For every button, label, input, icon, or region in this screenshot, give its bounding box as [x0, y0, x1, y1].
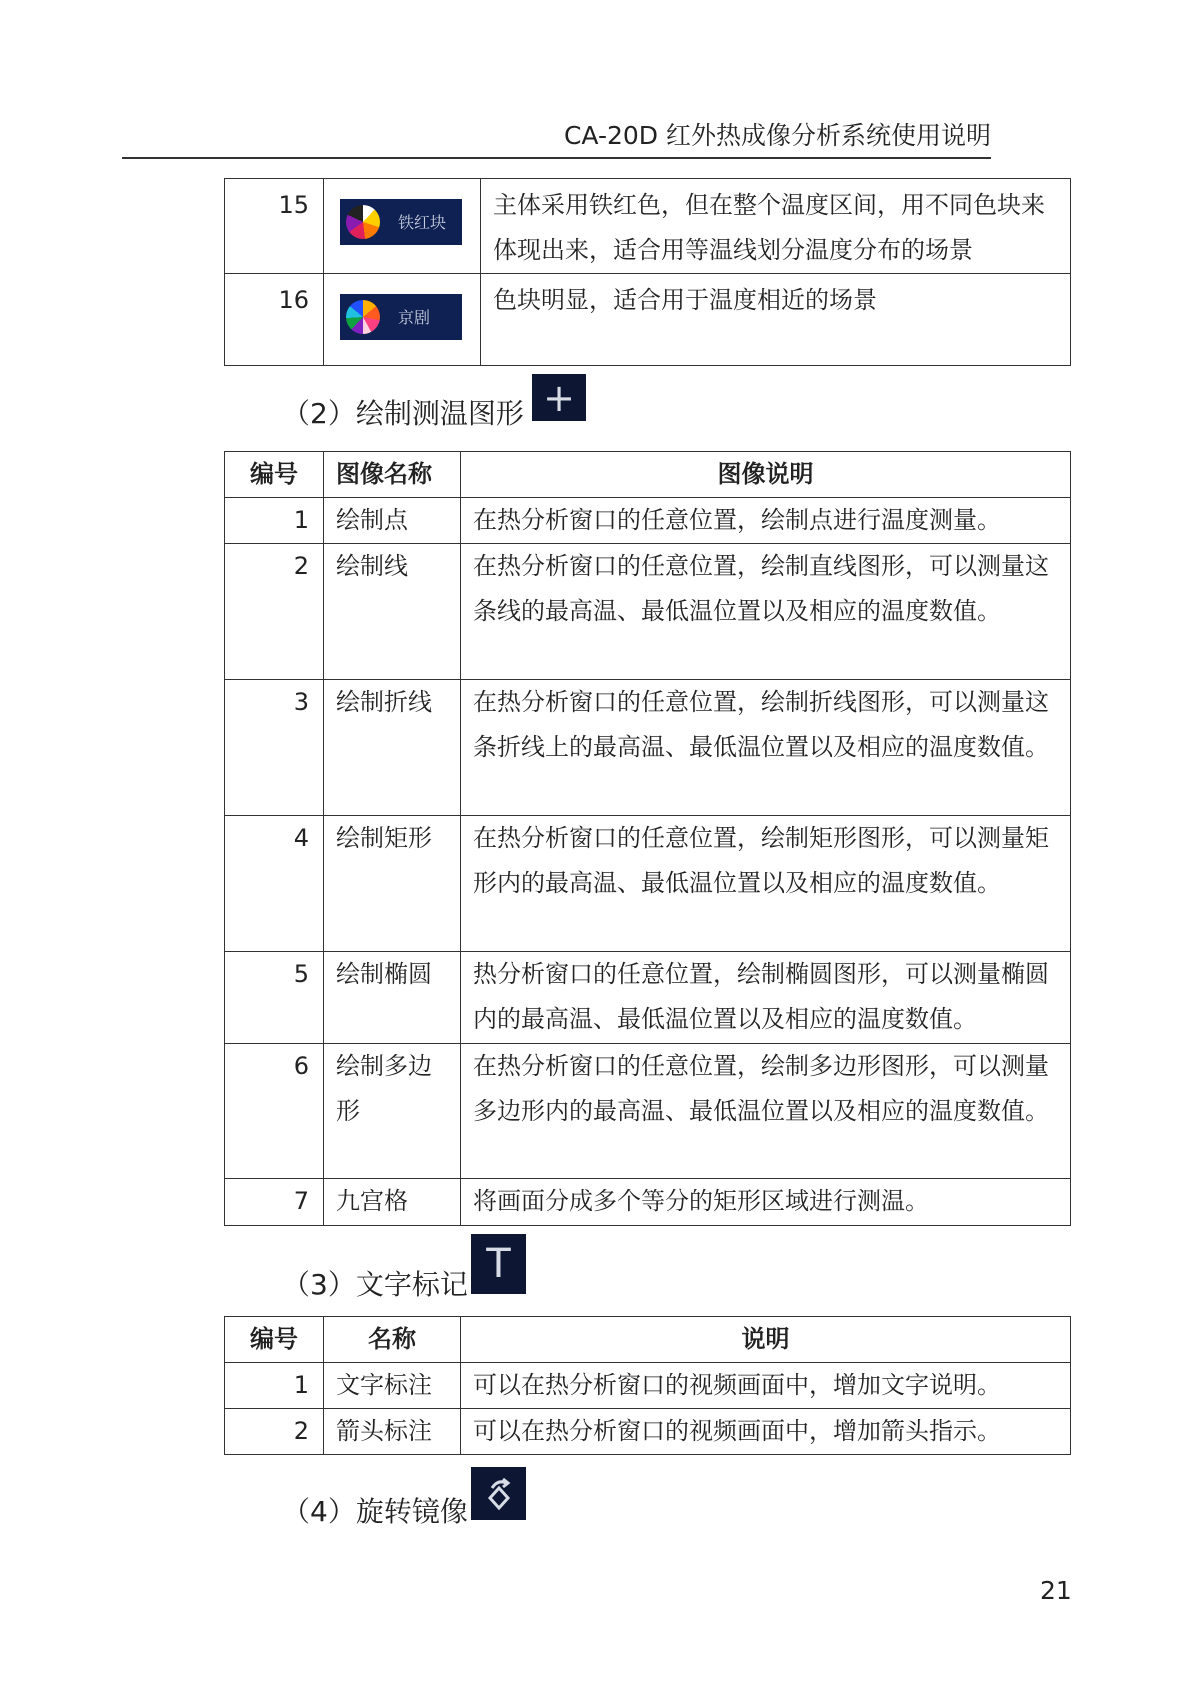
- rotate-mirror-icon[interactable]: [471, 1467, 526, 1520]
- table-header-row: [225, 452, 1071, 498]
- column-header: 编号: [225, 1317, 324, 1363]
- table-row: [225, 1363, 1071, 1409]
- row-number: 1: [225, 1363, 324, 1409]
- row-number: 2: [225, 1409, 324, 1455]
- section-heading-draw-shapes: （2）绘制测温图形: [282, 397, 524, 430]
- description: 在热分析窗口的任意位置，绘制矩形图形，可以测量矩形内的最高温、最低温位置以及相应的温度数值。: [461, 816, 1071, 952]
- description: 色块明显，适合用于温度相近的场景: [481, 274, 1071, 366]
- tool-name: 绘制矩形: [324, 816, 461, 952]
- rotate-mirror-glyph: [484, 1476, 514, 1512]
- row-number: 5: [225, 952, 324, 1044]
- description: 在热分析窗口的任意位置，绘制多边形图形，可以测量多边形内的最高温、最低温位置以及相应的温度数值。: [461, 1044, 1071, 1179]
- column-header: 名称: [324, 1317, 461, 1363]
- description: 在热分析窗口的任意位置，绘制折线图形，可以测量这条折线上的最高温、最低温位置以及相应的温度数值。: [461, 680, 1071, 816]
- palette-peking-opera: [340, 294, 462, 340]
- palette-label: 铁红块: [398, 212, 447, 232]
- table-row: [225, 1409, 1071, 1455]
- row-number: 1: [225, 498, 324, 544]
- color-wheel-icon: [346, 300, 380, 334]
- palette-table: [224, 178, 1071, 366]
- column-header: 图像名称: [324, 452, 461, 498]
- column-header: 图像说明: [461, 452, 1071, 498]
- color-wheel-icon: [346, 205, 380, 239]
- table-header-row: [225, 1317, 1071, 1363]
- table-row: [225, 498, 1071, 544]
- text-tool-icon[interactable]: T: [471, 1234, 526, 1294]
- tool-name: 九宫格: [324, 1179, 461, 1226]
- tool-name: 文字标注: [324, 1363, 461, 1409]
- plus-icon[interactable]: +: [532, 374, 586, 421]
- description: 可以在热分析窗口的视频画面中，增加文字说明。: [461, 1363, 1071, 1409]
- row-number: 2: [225, 544, 324, 680]
- description: 在热分析窗口的任意位置，绘制直线图形，可以测量这条线的最高温、最低温位置以及相应的温度数值。: [461, 544, 1071, 680]
- header-rule: [122, 157, 991, 159]
- table-row: [225, 680, 1071, 816]
- section-heading-text-mark: （3）文字标记: [282, 1268, 468, 1301]
- table-row: [225, 544, 1071, 680]
- palette-cell: [324, 179, 481, 274]
- palette-label: 京剧: [398, 307, 431, 327]
- tool-name: 箭头标注: [324, 1409, 461, 1455]
- column-header: 说明: [461, 1317, 1071, 1363]
- description: 在热分析窗口的任意位置，绘制点进行温度测量。: [461, 498, 1071, 544]
- table-row: [225, 952, 1071, 1044]
- tool-name: 绘制折线: [324, 680, 461, 816]
- row-number: 4: [225, 816, 324, 952]
- tool-name: 绘制点: [324, 498, 461, 544]
- description: 热分析窗口的任意位置，绘制椭圆图形，可以测量椭圆内的最高温、最低温位置以及相应的温度数值。: [461, 952, 1071, 1044]
- row-number: 16: [225, 274, 324, 366]
- row-number: 7: [225, 1179, 324, 1226]
- description: 主体采用铁红色，但在整个温度区间，用不同色块来体现出来，适合用等温线划分温度分布的场景: [481, 179, 1071, 274]
- table-row: [225, 179, 1071, 274]
- text-mark-table: [224, 1316, 1071, 1455]
- page-number: 21: [1040, 1576, 1072, 1605]
- description: 将画面分成多个等分的矩形区域进行测温。: [461, 1179, 1071, 1226]
- section-heading-rotate-mirror: （4）旋转镜像: [282, 1495, 468, 1528]
- table-row: [225, 1044, 1071, 1179]
- table-row: [225, 1179, 1071, 1226]
- table-row: [225, 274, 1071, 366]
- tool-name: 绘制多边形: [324, 1044, 461, 1179]
- palette-cell: [324, 274, 481, 366]
- row-number: 6: [225, 1044, 324, 1179]
- row-number: 15: [225, 179, 324, 274]
- row-number: 3: [225, 680, 324, 816]
- column-header: 编号: [225, 452, 324, 498]
- document-title: CA-20D 红外热成像分析系统使用说明: [563, 121, 991, 150]
- palette-iron-red-block: [340, 199, 462, 245]
- description: 可以在热分析窗口的视频画面中，增加箭头指示。: [461, 1409, 1071, 1455]
- tool-name: 绘制椭圆: [324, 952, 461, 1044]
- draw-shapes-table: [224, 451, 1071, 1226]
- table-row: [225, 816, 1071, 952]
- tool-name: 绘制线: [324, 544, 461, 680]
